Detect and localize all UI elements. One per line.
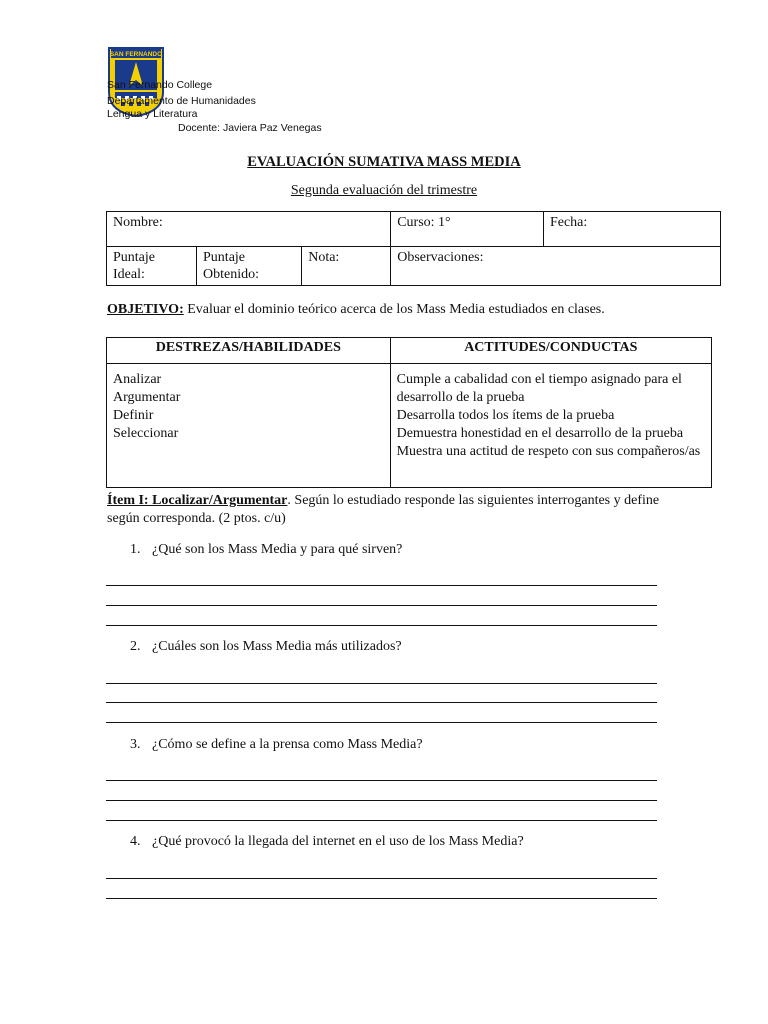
skills-header: DESTREZAS/HABILIDADES	[107, 338, 391, 364]
school-name: San Fernando College	[107, 79, 213, 91]
question-text: ¿Cómo se define a la prensa como Mass Media?	[152, 737, 423, 752]
question-1	[130, 542, 402, 558]
obtained-score-field[interactable]	[197, 247, 302, 286]
skill-item: Argumentar	[113, 390, 181, 405]
question-text: ¿Qué provocó la llegada del internet en el uso de los Mass Media?	[152, 834, 524, 849]
attitude-item: Demuestra honestidad en el desarrollo de la prueba	[396, 426, 684, 441]
question-text: ¿Cuáles son los Mass Media más utilizados?	[152, 639, 402, 654]
objective-text: Evaluar el dominio teórico acerca de los Mass Media estudiados en clases.	[183, 302, 605, 317]
attitude-item: Desarrolla todos los ítems de la prueba	[396, 408, 615, 423]
obtained-score-label-2: Obtenido:	[203, 267, 260, 282]
skill-item: Seleccionar	[113, 426, 179, 441]
question-number: 2.	[130, 639, 141, 654]
observations-label: Observaciones:	[397, 250, 484, 265]
skill-item: Definir	[113, 408, 154, 423]
item-instructions	[107, 492, 667, 528]
student-info-table	[106, 211, 721, 286]
skill-item: Analizar	[113, 372, 162, 387]
date-field[interactable]	[543, 212, 720, 247]
answer-line[interactable]	[106, 898, 657, 899]
name-field[interactable]	[107, 212, 391, 247]
objective-label: OBJETIVO:	[107, 302, 184, 317]
observations-field[interactable]	[391, 247, 721, 286]
svg-text:SAN FERNANDO: SAN FERNANDO	[109, 51, 163, 58]
date-label: Fecha:	[549, 215, 588, 230]
skills-cell	[107, 364, 391, 488]
answer-line[interactable]	[106, 800, 657, 801]
question-number: 1.	[130, 542, 141, 557]
question-3	[130, 737, 423, 753]
grade-label: Nota:	[308, 250, 340, 265]
attitudes-header: ACTITUDES/CONDUCTAS	[390, 338, 711, 364]
ideal-score-label-1: Puntaje	[113, 250, 155, 265]
answer-line[interactable]	[106, 683, 657, 684]
department-name: Departamento de Humanidades	[107, 95, 256, 107]
ideal-score-label-2: Ideal:	[113, 267, 145, 282]
attitude-item: Muestra una actitud de respeto con sus compañeros/as	[396, 444, 701, 459]
teacher-name: Docente: Javiera Paz Venegas	[178, 122, 322, 134]
course-field[interactable]	[391, 212, 544, 247]
question-number: 4.	[130, 834, 141, 849]
answer-line[interactable]	[106, 625, 657, 626]
name-label: Nombre:	[113, 215, 163, 230]
course-label: Curso: 1°	[397, 215, 451, 230]
attitudes-cell	[390, 364, 711, 488]
item-label: Ítem I: Localizar/Argumentar	[107, 493, 288, 508]
answer-line[interactable]	[106, 722, 657, 723]
page-subtitle: Segunda evaluación del trimestre	[290, 183, 478, 198]
attitude-item: Cumple a cabalidad con el tiempo asignado para el desarrollo de la prueba	[396, 372, 682, 405]
obtained-score-label-1: Puntaje	[203, 250, 246, 265]
answer-line[interactable]	[106, 585, 657, 586]
answer-line[interactable]	[106, 702, 657, 703]
question-2	[130, 639, 402, 655]
answer-line[interactable]	[106, 820, 657, 821]
grade-field[interactable]	[302, 247, 391, 286]
question-number: 3.	[130, 737, 141, 752]
ideal-score-field[interactable]	[107, 247, 197, 286]
question-4	[130, 834, 524, 850]
answer-line[interactable]	[106, 878, 657, 879]
answer-line[interactable]	[106, 605, 657, 606]
objective	[107, 302, 605, 318]
answer-line[interactable]	[106, 780, 657, 781]
skills-table	[106, 337, 712, 488]
item-text: . Según lo estudiado responde las siguientes interrogantes y define según corresponda. (2 ptos. c/u)	[107, 493, 660, 526]
page-title: EVALUACIÓN SUMATIVA MASS MEDIA	[247, 154, 521, 170]
subject-name: Lengua y Literatura	[107, 108, 198, 120]
question-text: ¿Qué son los Mass Media y para qué sirven?	[152, 542, 403, 557]
